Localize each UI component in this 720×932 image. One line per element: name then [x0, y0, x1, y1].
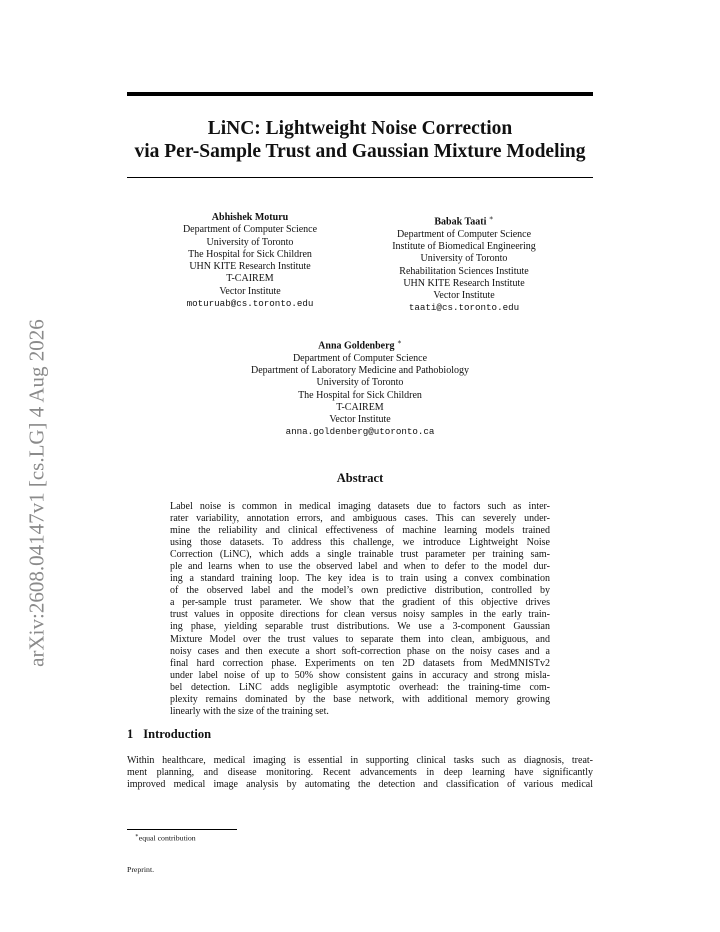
- abstract-line: ing a standard training loop. The key idea is to train using a convex combination: [170, 573, 550, 585]
- author-affiliation: The Hospital for Sick Children: [188, 248, 312, 260]
- abstract-line: ing phase, yielding separable trust distributions. We use a 3-component Gaussian: [170, 621, 550, 633]
- section-title: Introduction: [143, 727, 212, 741]
- abstract-line: Correction (LiNC), which adds a single trainable trust parameter per training sam-: [170, 549, 550, 561]
- paper-title-line-1: LiNC: Lightweight Noise Correction: [207, 118, 513, 139]
- author-affiliation: Vector Institute: [329, 414, 391, 426]
- introduction-line: improved medical image analysis by automating the detection and classification of various medical: [127, 779, 593, 791]
- abstract-line: Mixture Model over the trust values to separate them into clean, ambiguous, and: [170, 633, 550, 645]
- equal-contribution-marker: ∗: [397, 338, 402, 346]
- author-affiliation: Department of Computer Science: [182, 224, 318, 236]
- author-affiliation: T-CAIREM: [336, 401, 384, 413]
- section-heading-introduction: [127, 727, 211, 742]
- abstract-line: Label noise is common in medical imaging datasets due to factors such as inter-: [170, 501, 550, 512]
- footnote-rule: [127, 829, 237, 830]
- author-affiliation: University of Toronto: [316, 377, 404, 389]
- author-affiliation: University of Toronto: [206, 236, 294, 248]
- footnote: [135, 833, 196, 843]
- author-affiliation: The Hospital for Sick Children: [298, 389, 422, 401]
- author-affiliation: Vector Institute: [219, 285, 281, 297]
- equal-contribution-marker: ∗: [488, 214, 494, 222]
- abstract-line: under label noise of up to 50% show consistent gains in accuracy and strong misla-: [170, 669, 550, 681]
- footnote-symbol: ∗: [135, 833, 139, 839]
- abstract-line: ple and learns when to use the observed label and when to defer to the model dur-: [170, 561, 550, 573]
- author-block-taati: [364, 212, 564, 315]
- author-affiliation: UHN KITE Research Institute: [189, 261, 311, 273]
- author-affiliation: Department of Computer Science: [396, 228, 532, 240]
- abstract-line: linearly with the size of the training set.: [170, 705, 329, 717]
- author-block-goldenberg: [210, 336, 510, 439]
- abstract-line: using those datasets. To address this challenge, we introduce Lightweight Noise: [170, 537, 550, 549]
- abstract-line: noisy cases and then execute a short soft-correction phase on the noisy cases and a: [170, 645, 550, 657]
- paper-title-line-2: via Per-Sample Trust and Gaussian Mixture Modeling: [134, 141, 586, 162]
- author-email[interactable]: taati@cs.toronto.edu: [408, 302, 520, 314]
- author-block-moturu: [150, 212, 350, 310]
- author-affiliation: UHN KITE Research Institute: [403, 277, 525, 289]
- title-bottom-rule: [127, 177, 593, 178]
- title-top-rule: [127, 92, 593, 96]
- introduction-line: ment planning, and disease monitoring. Recent advancements in deep learning have significantly: [127, 767, 593, 779]
- abstract-line: a per-sample trust parameter. We show that the gradient of this objective drives: [170, 597, 550, 609]
- author-affiliation: T-CAIREM: [226, 273, 274, 285]
- abstract-line: bel detection. LiNC adds negligible asymptotic overhead: the training-time com-: [170, 681, 550, 693]
- abstract-line: rater variability, annotation errors, and ambiguous cases. This can severely under-: [170, 513, 550, 525]
- abstract-line: plexity remains dominated by the base network, with additional memory growing: [170, 693, 550, 705]
- author-affiliation: Department of Computer Science: [292, 352, 428, 364]
- introduction-line: Within healthcare, medical imaging is essential in supporting clinical tasks such as diagnosis, treat-: [127, 755, 593, 766]
- author-affiliation: Rehabilitation Sciences Institute: [399, 265, 529, 277]
- author-affiliation: Institute of Biomedical Engineering: [392, 240, 536, 252]
- author-name: Abhishek Moturu: [211, 212, 289, 223]
- abstract-body: [170, 501, 550, 718]
- section-number: 1: [127, 727, 134, 741]
- abstract-line: mine the reliability and clinical effectiveness of machine learning models trained: [170, 525, 550, 537]
- author-affiliation: University of Toronto: [420, 253, 508, 265]
- author-affiliation: Vector Institute: [433, 290, 495, 302]
- paper-title: [100, 117, 620, 163]
- author-email[interactable]: anna.goldenberg@utoronto.ca: [285, 426, 435, 438]
- footnote-text: equal contribution: [138, 833, 196, 843]
- introduction-body: [127, 755, 593, 791]
- author-name: Anna Goldenberg ∗: [318, 338, 402, 352]
- preprint-label: Preprint.: [127, 865, 155, 874]
- abstract-line: trust values in opposite directions for clean versus noisy samples in the early train-: [170, 609, 550, 621]
- author-name: Babak Taati ∗: [434, 214, 494, 228]
- abstract-line: final hard correction phase. Experiments on ten 2D datasets from MedMNISTv2: [170, 657, 550, 669]
- author-affiliation: Department of Laboratory Medicine and Pathobiology: [251, 364, 469, 376]
- abstract-line: of the observed label and the model’s own predictive distribution, controlled by: [170, 585, 550, 597]
- arxiv-identifier-text: arXiv:2608.04147v1 [cs.LG] 4 Aug 2026: [24, 319, 49, 667]
- author-email[interactable]: moturuab@cs.toronto.edu: [186, 298, 314, 310]
- abstract-heading: Abstract: [336, 471, 384, 485]
